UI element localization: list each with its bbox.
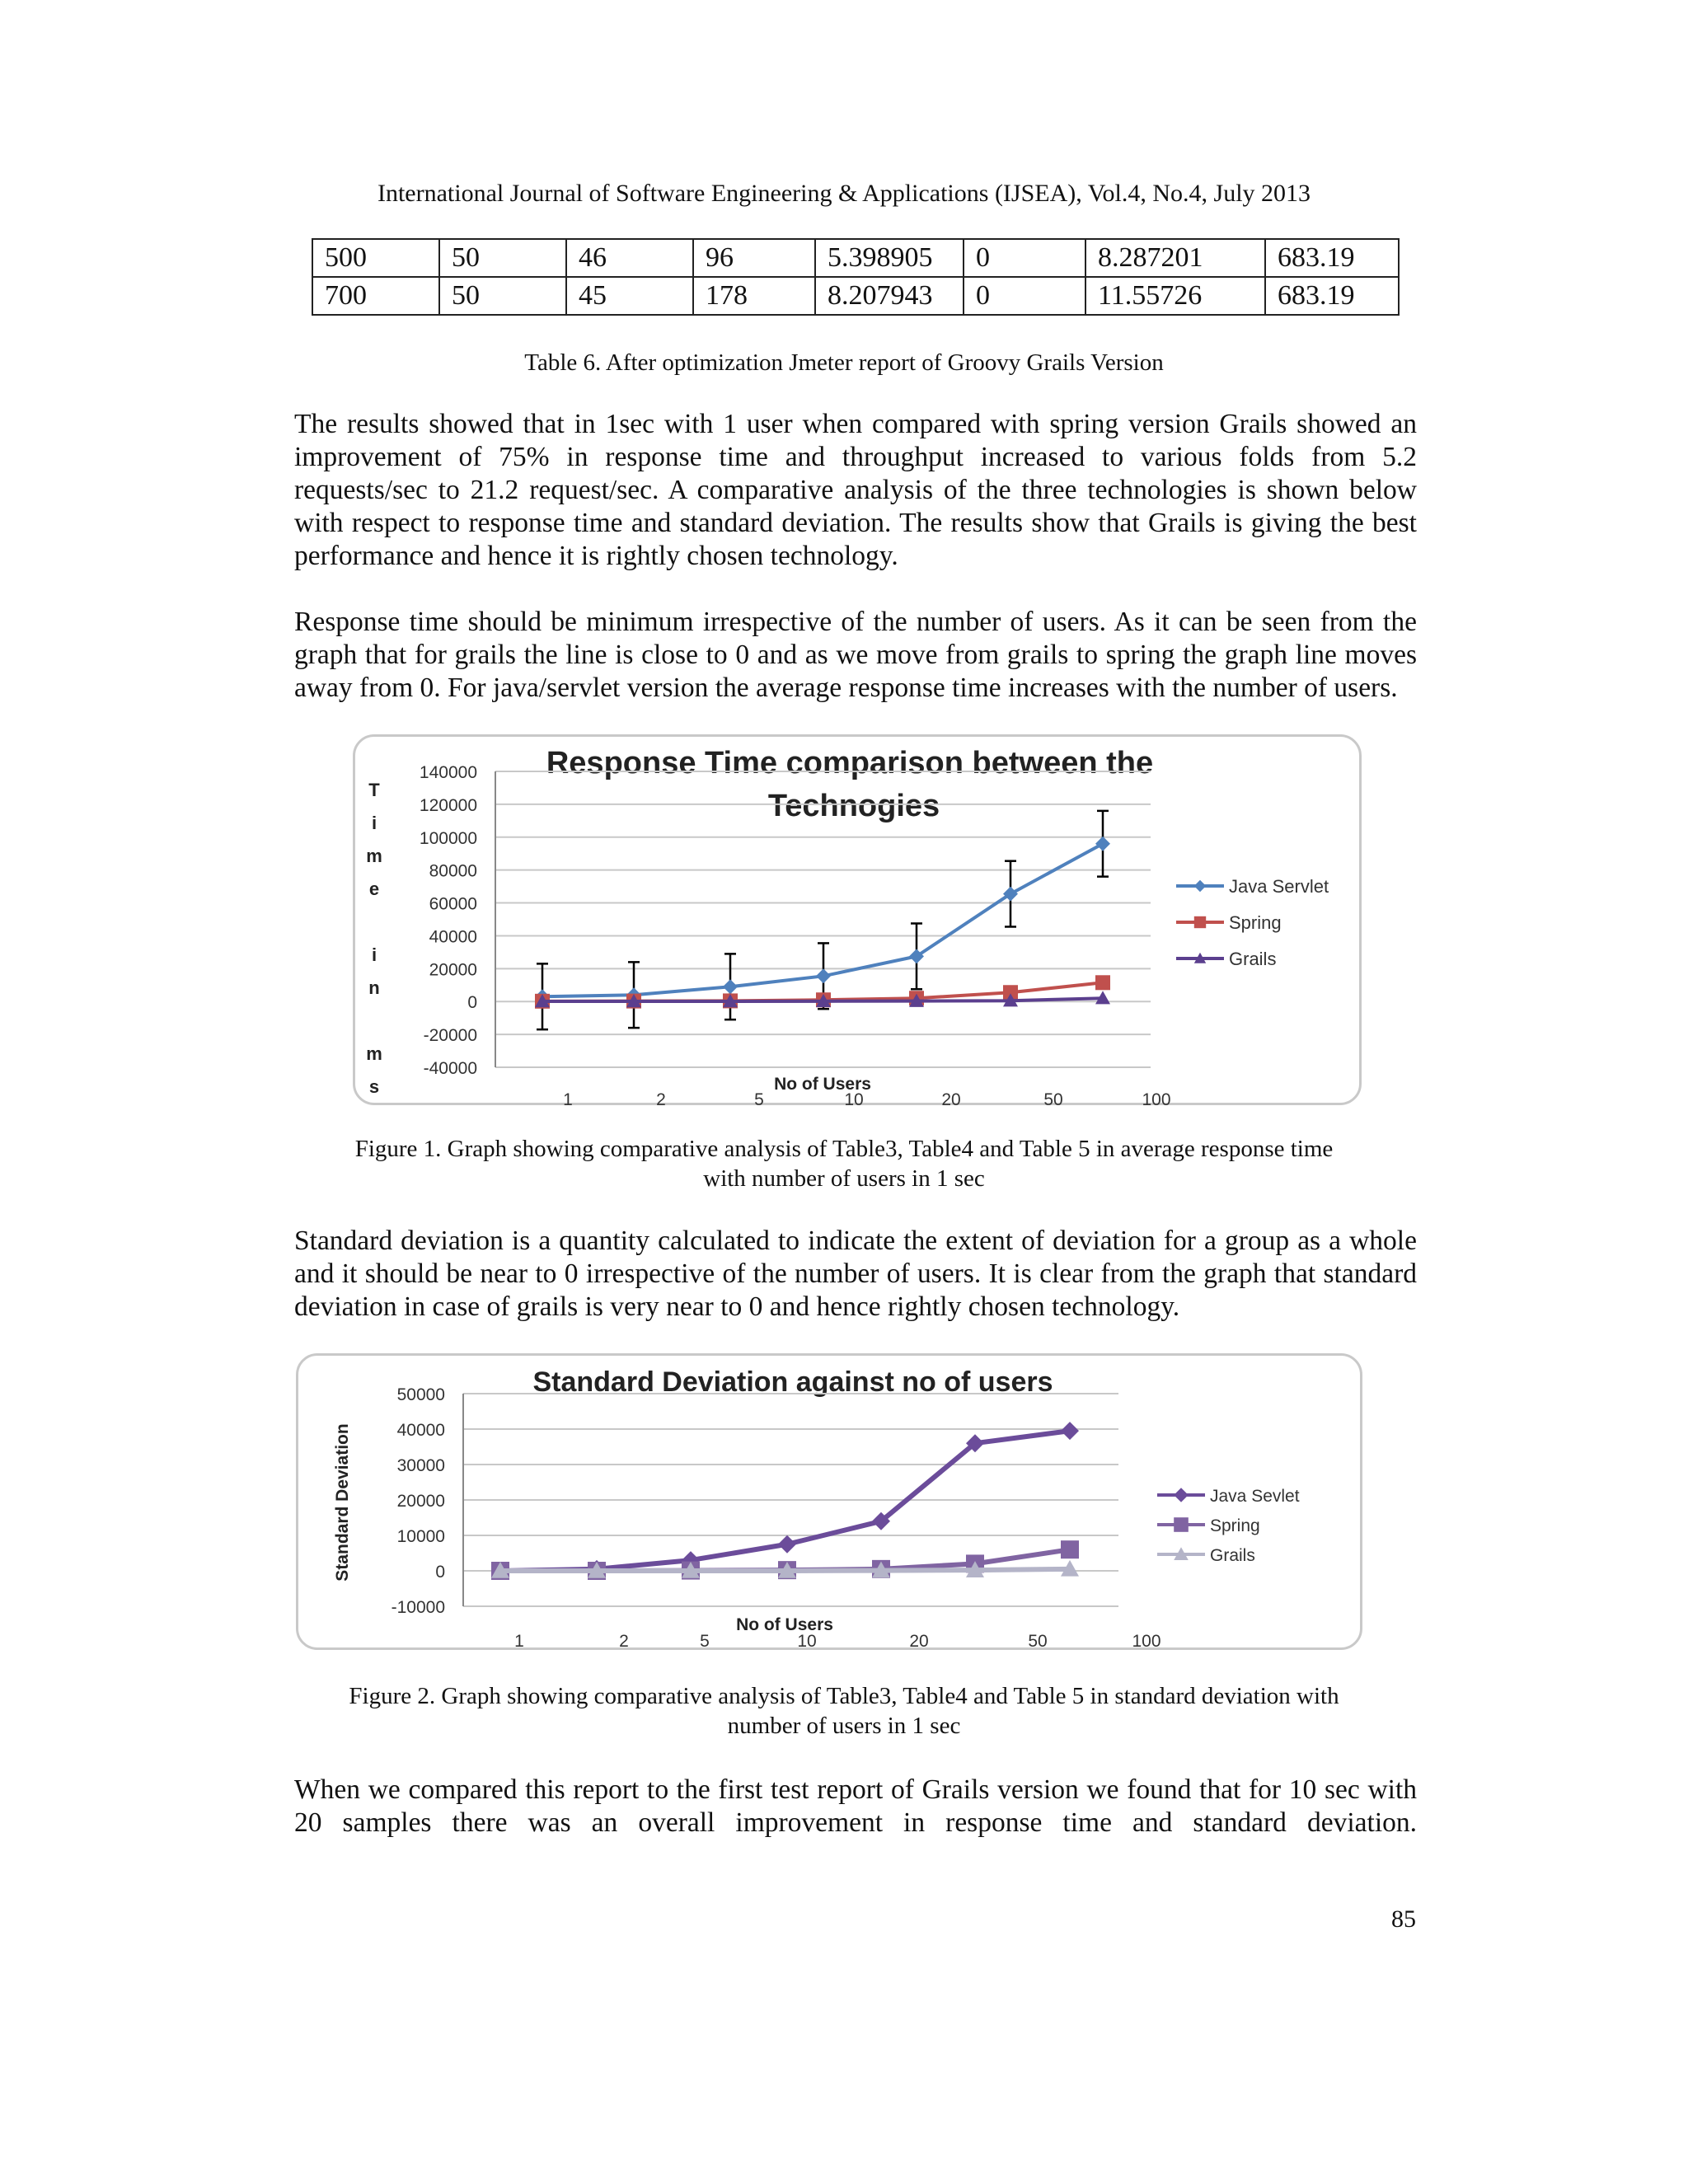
jmeter-table [312,238,1400,316]
data-point [1174,1517,1189,1532]
y-tick-label: 10000 [396,1527,445,1546]
paragraph-comparison: When we compared this report to the first test report of Grails version we found that for 10 sec with 20 samples there was an overall improvement in response time and standard deviation. [294,1774,1417,1838]
table-cell: 11.55726 [1085,277,1265,315]
table-cell: 50 [439,239,566,277]
y-tick-label: 40000 [429,927,477,947]
journal-header: International Journal of Software Engineering & Applications (IJSEA), Vol.4, No.4, July 2013 [377,180,1311,207]
y-tick-label: 40000 [396,1421,445,1440]
y-axis-label-letter: T [368,780,380,800]
table-cell: 500 [312,239,439,277]
table-cell: 45 [566,277,693,315]
data-point [1061,1422,1079,1440]
table-cell: 5.398905 [815,239,964,277]
y-tick-label: -10000 [391,1598,445,1617]
y-tick-label: -40000 [423,1059,477,1078]
table-cell: 0 [964,239,1085,277]
data-point [1095,975,1110,990]
x-tick-label: 1 [563,1090,573,1108]
y-axis-label-letter: i [371,813,377,833]
figure1-caption-line1: Figure 1. Graph showing comparative analysis of Table3, Table4 and Table 5 in average response time [354,1136,1334,1162]
standard-deviation-chart [296,1353,1362,1650]
data-point [1194,880,1206,892]
y-axis-label-letter: i [371,944,377,965]
chart-title: Standard Deviation against no of users [532,1366,1053,1398]
table-cell: 50 [439,277,566,315]
y-tick-label: 120000 [419,795,477,815]
y-tick-label: 100000 [419,828,477,848]
x-tick-label: 5 [754,1090,764,1108]
response-time-chart [353,734,1362,1108]
page-number: 85 [1391,1905,1416,1933]
data-point [778,1535,796,1554]
y-tick-label: 80000 [429,861,477,881]
y-axis-label: Standard Deviation [333,1423,352,1582]
data-point [1095,837,1110,851]
x-axis-label: No of Users [736,1615,833,1634]
x-tick-label: 10 [797,1632,817,1651]
y-axis-label-letter: n [368,977,380,998]
y-tick-label: 60000 [429,894,477,914]
table-cell: 96 [693,239,815,277]
legend-label: Spring [1210,1516,1260,1535]
legend-label: Java Sevlet [1210,1487,1300,1506]
paragraph-results: The results showed that in 1sec with 1 user when compared with spring version Grails showed an improvement of 75% in response time and throughput increased to various folds from 5.2 requests/sec to 21.2 request/sec. A comparative analysis of the three technologies is shown below with respect to response time and standard deviation. The results show that Grails is giving the best performance and hence it is rightly chosen technology. [294,409,1417,571]
y-tick-label: -20000 [423,1026,477,1046]
y-axis-label-letter: e [368,879,380,899]
y-tick-label: 0 [435,1563,445,1582]
legend-label: Spring [1229,912,1282,933]
x-tick-label: 20 [941,1090,961,1108]
x-tick-label: 2 [619,1632,629,1651]
paragraph-standard-deviation: Standard deviation is a quantity calculated to indicate the extent of deviation for a group as a whole and it should be near to 0 irrespective of the number of users. It is clear from the graph that standard deviation in case of grails is very near to 0 and hence rightly chosen technology. [294,1226,1417,1322]
data-point [1061,1540,1079,1558]
data-point [1194,916,1206,928]
y-axis-label-letter: s [368,1076,380,1097]
table-cell: 8.287201 [1085,239,1265,277]
x-tick-label: 10 [844,1090,864,1108]
x-tick-label: 2 [656,1090,666,1108]
legend-label: Java Servlet [1229,876,1329,897]
y-axis-label-letter: m [366,1043,382,1064]
y-tick-label: 140000 [419,763,477,782]
chart-title-line1: Response Time comparison between the [546,746,1154,780]
table-cell: 683.19 [1265,277,1399,315]
y-tick-label: 30000 [396,1456,445,1475]
y-tick-label: 20000 [429,960,477,980]
table-row [312,239,1399,277]
table-row [312,277,1399,315]
x-tick-label: 50 [1043,1090,1063,1108]
y-tick-label: 0 [467,993,477,1013]
table-cell: 8.207943 [815,277,964,315]
figure2-caption-line2: number of users in 1 sec [727,1713,961,1739]
y-axis-label-letter: m [366,846,382,866]
table-cell: 46 [566,239,693,277]
data-point [723,979,738,994]
chart-title-line2: Technogies [767,789,940,823]
table-caption: Table 6. After optimization Jmeter report of Groovy Grails Version [524,349,1164,376]
table-cell: 0 [964,277,1085,315]
x-tick-label: 50 [1028,1632,1048,1651]
table-cell: 683.19 [1265,239,1399,277]
figure2-caption-line1: Figure 2. Graph showing comparative analysis of Table3, Table4 and Table 5 in standard deviation with [349,1683,1339,1709]
x-axis-label: No of Users [774,1075,871,1094]
paragraph-response-time: Response time should be minimum irrespective of the number of users. As it can be seen from the graph that for grails the line is close to 0 and as we move from grails to spring the graph line moves away from 0. For java/servlet version the average response time increases with the number of users. [294,607,1417,703]
x-tick-label: 100 [1132,1632,1161,1651]
x-tick-label: 100 [1142,1090,1171,1108]
legend-label: Grails [1210,1546,1255,1565]
data-point [1174,1488,1189,1502]
table-cell: 178 [693,277,815,315]
y-tick-label: 20000 [396,1492,445,1511]
x-tick-label: 5 [700,1632,710,1651]
legend-label: Grails [1229,949,1277,969]
y-tick-label: 50000 [396,1385,445,1404]
x-tick-label: 1 [514,1632,524,1651]
data-point [816,968,831,983]
figure1-caption-line2: with number of users in 1 sec [703,1165,985,1192]
table-cell: 700 [312,277,439,315]
x-tick-label: 20 [909,1632,929,1651]
